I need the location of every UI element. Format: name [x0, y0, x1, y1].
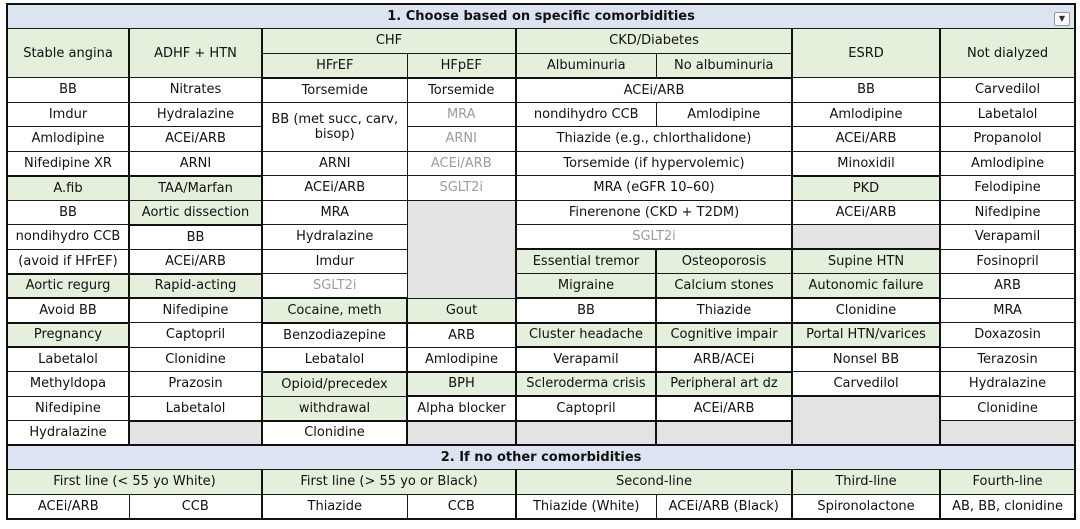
cell: Finerenone (CKD + T2DM)	[516, 200, 792, 225]
header-opioid-precedex: Opioid/precedex	[262, 372, 407, 397]
empty-cell	[407, 421, 516, 446]
cell: nondihydro CCB	[516, 102, 656, 127]
header-first-line-over-55: First line (> 55 yo or Black)	[262, 470, 516, 495]
cell: (avoid if HFrEF)	[7, 249, 129, 274]
header-third-line: Third-line	[792, 470, 940, 495]
cell: ARNI	[407, 127, 516, 152]
header-gout: Gout	[407, 298, 516, 323]
cell: Nonsel BB	[792, 347, 940, 372]
cell: Labetalol	[129, 396, 262, 421]
header-aortic-regurg: Aortic regurg	[7, 274, 129, 299]
header-migraine: Migraine	[516, 274, 656, 299]
header-rapid-acting: Rapid-acting	[129, 274, 262, 299]
cell: SGLT2i	[407, 176, 516, 201]
header-chf: CHF	[262, 29, 516, 54]
cell: Methyldopa	[7, 372, 129, 397]
cell: Amlodipine	[7, 127, 129, 152]
cell: Thiazide (White)	[516, 494, 656, 519]
header-not-dialyzed: Not dialyzed	[940, 29, 1075, 78]
cell: BB	[7, 78, 129, 103]
cell: BB	[792, 78, 940, 103]
cell: BB	[7, 200, 129, 225]
cell: Amlodipine	[407, 347, 516, 372]
header-cocaine-meth: Cocaine, meth	[262, 298, 407, 323]
cell: Nifedipine	[940, 200, 1075, 225]
cell: Minoxidil	[792, 151, 940, 176]
header-autonomic-failure: Autonomic failure	[792, 274, 940, 299]
cell: Hydralazine	[129, 102, 262, 127]
header-albuminuria: Albuminuria	[516, 53, 656, 78]
comorbidity-table	[6, 3, 1076, 520]
header-bph: BPH	[407, 372, 516, 397]
cell: Propanolol	[940, 127, 1075, 152]
cell: Thiazide (e.g., chlorthalidone)	[516, 127, 792, 152]
cell: ARB	[940, 274, 1075, 299]
header-peripheral-art-dz: Peripheral art dz	[656, 372, 792, 397]
cell: ACEi/ARB	[407, 151, 516, 176]
cell: ACEi/ARB	[792, 127, 940, 152]
cell: Nifedipine	[129, 298, 262, 323]
header-scleroderma-crisis: Scleroderma crisis	[516, 372, 656, 397]
header-osteoporosis: Osteoporosis	[656, 249, 792, 274]
cell: MRA	[940, 298, 1075, 323]
section1-title: 1. Choose based on specific comorbidities	[7, 4, 1075, 29]
cell: ACEi/ARB	[656, 396, 792, 421]
cell: Felodipine	[940, 176, 1075, 201]
cell: Thiazide	[262, 494, 407, 519]
header-hfref: HFrEF	[262, 53, 407, 78]
cell: AB, BB, clonidine	[940, 494, 1075, 519]
empty-cell	[129, 421, 262, 446]
empty-cell	[407, 200, 516, 298]
header-afib: A.fib	[7, 176, 129, 201]
cell: Amlodipine	[940, 151, 1075, 176]
header-cognitive-impair: Cognitive impair	[656, 323, 792, 348]
header-cluster-headache: Cluster headache	[516, 323, 656, 348]
cell: Nitrates	[129, 78, 262, 103]
header-fourth-line: Fourth-line	[940, 470, 1075, 495]
cell: Imdur	[262, 249, 407, 274]
cell: CCB	[407, 494, 516, 519]
header-withdrawal: withdrawal	[262, 396, 407, 421]
cell: SGLT2i	[262, 274, 407, 299]
cell: ACEi/ARB	[792, 200, 940, 225]
header-stable-angina: Stable angina	[7, 29, 129, 78]
cell: Carvedilol	[940, 78, 1075, 103]
cell: Torsemide	[262, 78, 407, 103]
cell: ARB	[407, 323, 516, 348]
empty-cell	[656, 421, 792, 446]
header-portal-htn: Portal HTN/varices	[792, 323, 940, 348]
cell: nondihydro CCB	[7, 225, 129, 250]
header-aortic-dissection: Aortic dissection	[129, 200, 262, 225]
header-first-line-under-55: First line (< 55 yo White)	[7, 470, 262, 495]
cell: Verapamil	[516, 347, 656, 372]
header-adhf-htn: ADHF + HTN	[129, 29, 262, 78]
cell: Hydralazine	[940, 372, 1075, 397]
header-no-albuminuria: No albuminuria	[656, 53, 792, 78]
cell: MRA	[407, 102, 516, 127]
cell: Torsemide (if hypervolemic)	[516, 151, 792, 176]
cell: Nifedipine	[7, 396, 129, 421]
cell: BB	[129, 225, 262, 250]
cell: Benzodiazepine	[262, 323, 407, 348]
empty-cell	[792, 396, 940, 445]
cell: Clonidine	[129, 347, 262, 372]
header-esrd: ESRD	[792, 29, 940, 78]
cell: Verapamil	[940, 225, 1075, 250]
cell: ACEi/ARB	[129, 249, 262, 274]
cell: ACEi/ARB	[129, 127, 262, 152]
cell: Terazosin	[940, 347, 1075, 372]
cell: Hydralazine	[262, 225, 407, 250]
header-taa-marfan: TAA/Marfan	[129, 176, 262, 201]
cell: Nifedipine XR	[7, 151, 129, 176]
cell: SGLT2i	[516, 225, 792, 250]
header-second-line: Second-line	[516, 470, 792, 495]
cell: BB	[516, 298, 656, 323]
cell: Spironolactone	[792, 494, 940, 519]
cell: Alpha blocker	[407, 396, 516, 421]
cell: ARB/ACEi	[656, 347, 792, 372]
header-essential-tremor: Essential tremor	[516, 249, 656, 274]
cell: ACEi/ARB	[262, 176, 407, 201]
cell: Lebatalol	[262, 347, 407, 372]
empty-cell	[516, 421, 656, 446]
header-hfpef: HFpEF	[407, 53, 516, 78]
cell: ARNI	[129, 151, 262, 176]
cell: Prazosin	[129, 372, 262, 397]
cell: ACEi/ARB	[7, 494, 129, 519]
cell: Carvedilol	[792, 372, 940, 397]
cell: Torsemide	[407, 78, 516, 103]
cell: Clonidine	[940, 396, 1075, 421]
cell: Labetalol	[7, 347, 129, 372]
cell: MRA	[262, 200, 407, 225]
empty-cell	[792, 225, 940, 250]
empty-cell	[940, 421, 1075, 446]
cell: ARNI	[262, 151, 407, 176]
cell: Amlodipine	[792, 102, 940, 127]
cell: Hydralazine	[7, 421, 129, 446]
hypertension-drug-table	[6, 3, 1074, 520]
cell: Clonidine	[792, 298, 940, 323]
cell: Doxazosin	[940, 323, 1075, 348]
header-calcium-stones: Calcium stones	[656, 274, 792, 299]
cell: BB (met succ, carv, bisop)	[262, 102, 407, 151]
cell: Imdur	[7, 102, 129, 127]
cell: Labetalol	[940, 102, 1075, 127]
section2-title: 2. If no other comorbidities	[7, 445, 1075, 470]
chevron-down-icon[interactable]: ▼	[1054, 12, 1070, 26]
cell: Captopril	[129, 323, 262, 348]
header-ckd-diabetes: CKD/Diabetes	[516, 29, 792, 54]
header-pregnancy: Pregnancy	[7, 323, 129, 348]
cell: Avoid BB	[7, 298, 129, 323]
cell: Captopril	[516, 396, 656, 421]
cell: MRA (eGFR 10–60)	[516, 176, 792, 201]
cell: CCB	[129, 494, 262, 519]
header-pkd: PKD	[792, 176, 940, 201]
cell: ACEi/ARB	[516, 78, 792, 103]
header-supine-htn: Supine HTN	[792, 249, 940, 274]
cell: Clonidine	[262, 421, 407, 446]
cell: ACEi/ARB (Black)	[656, 494, 792, 519]
cell: Fosinopril	[940, 249, 1075, 274]
cell: Thiazide	[656, 298, 792, 323]
cell: Amlodipine	[656, 102, 792, 127]
